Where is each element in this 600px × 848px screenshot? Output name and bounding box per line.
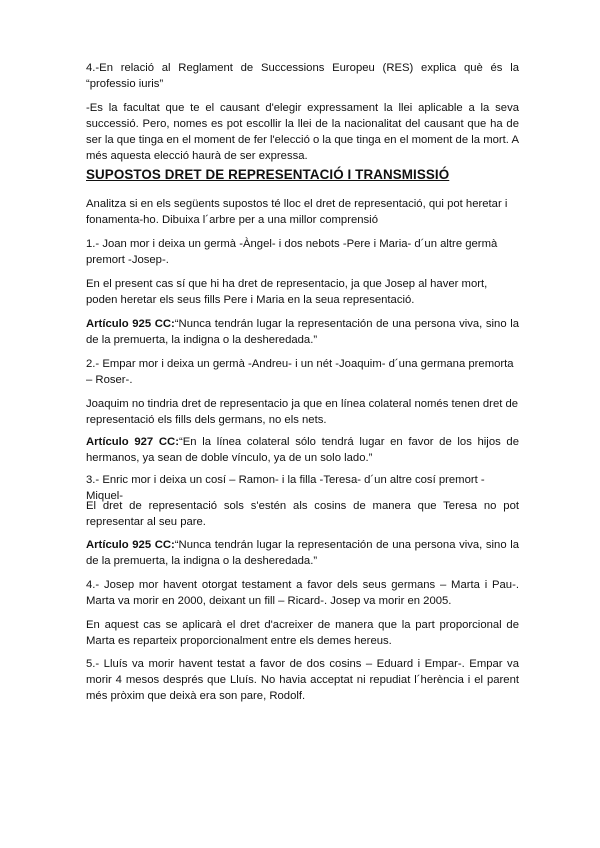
article-label: Artículo 925 CC: <box>86 539 175 551</box>
intro-question: 4.-En relació al Reglament de Successions Europeu (RES) explica què és la “professio iuris” <box>86 62 519 90</box>
case1-article <box>86 316 519 348</box>
case2-answer: Joaquim no tindria dret de representacio ja que en línea colateral només tenen dret de representació els fills dels germans, no els nets. <box>86 398 519 426</box>
article-text: “En la línea colateral sólo tendrá lugar en favor de los hijos de hermanos, ya sean de doble vínculo, ya de un solo lado.” <box>86 436 519 464</box>
intro-answer: -Es la facultat que te el causant d'elegir expressament la llei aplicable a la seva successió. Pero, nomes es pot escollir la llei de la nacionalitat del causant que ha de ser la que tinga en el moment de fer l'elecció o la que tinga en el moment de la mort. A més aquesta elecció haurà de ser expressa. <box>86 102 519 162</box>
case4-answer: En aquest cas se aplicarà el dret d'acreixer de manera que la part proporcional de Marta es reparteix proporcionalment entre els demes hereus. <box>86 619 519 647</box>
case1-statement: 1.- Joan mor i deixa un germà -Àngel- i dos nebots -Pere i Maria- d´un altre germà premort -Josep-. <box>86 238 498 266</box>
case2-statement: 2.- Empar mor i deixa un germà -Andreu- i un nét -Joaquim- d´una germana premorta – Roser-. <box>86 358 514 386</box>
case3-answer: El dret de representació sols s'estén als cosins de manera que Teresa no pot representar al seu pare. <box>86 500 519 528</box>
article-label: Artículo 927 CC: <box>86 436 179 448</box>
section-heading: SUPOSTOS DRET DE REPRESENTACIÓ I TRANSMISSIÓ <box>86 167 450 182</box>
case3-article <box>86 537 519 569</box>
case4-statement: 4.- Josep mor havent otorgat testament a favor dels seus germans – Marta i Pau-. Marta va morir en 2000, deixant un fill – Ricard-. Josep va morir en 2005. <box>86 579 519 607</box>
case2-article <box>86 434 519 466</box>
case3-statement: 3.- Enric mor i deixa un cosí – Ramon- i la filla -Teresa- d´un altre cosí premort -Miquel- <box>86 474 485 502</box>
case1-answer: En el present cas sí que hi ha dret de representacio, ja que Josep al haver mort, poden heretar els seus fills Pere i Maria en la seua representació. <box>86 278 488 306</box>
instructions: Analitza si en els següents supostos té lloc el dret de representació, qui pot heretar i fonamenta-ho. Dibuixa l´arbre per a una millor comprensió <box>86 198 508 226</box>
article-text: “Nunca tendrán lugar la representación de una persona viva, sino la de la premuerta, la indigna o la desheredada.” <box>86 539 519 567</box>
article-text: “Nunca tendrán lugar la representación de una persona viva, sino la de la premuerta, la indigna o la desheredada.” <box>86 318 519 346</box>
article-label: Artículo 925 CC: <box>86 318 175 330</box>
case5-statement: 5.- Lluís va morir havent testat a favor de dos cosins – Eduard i Empar-. Empar va morir 4 mesos després que Lluís. No havia acceptat ni repudiat l´herència i el parent més pròxim que deixà era son pare, Rodolf. <box>86 658 519 702</box>
